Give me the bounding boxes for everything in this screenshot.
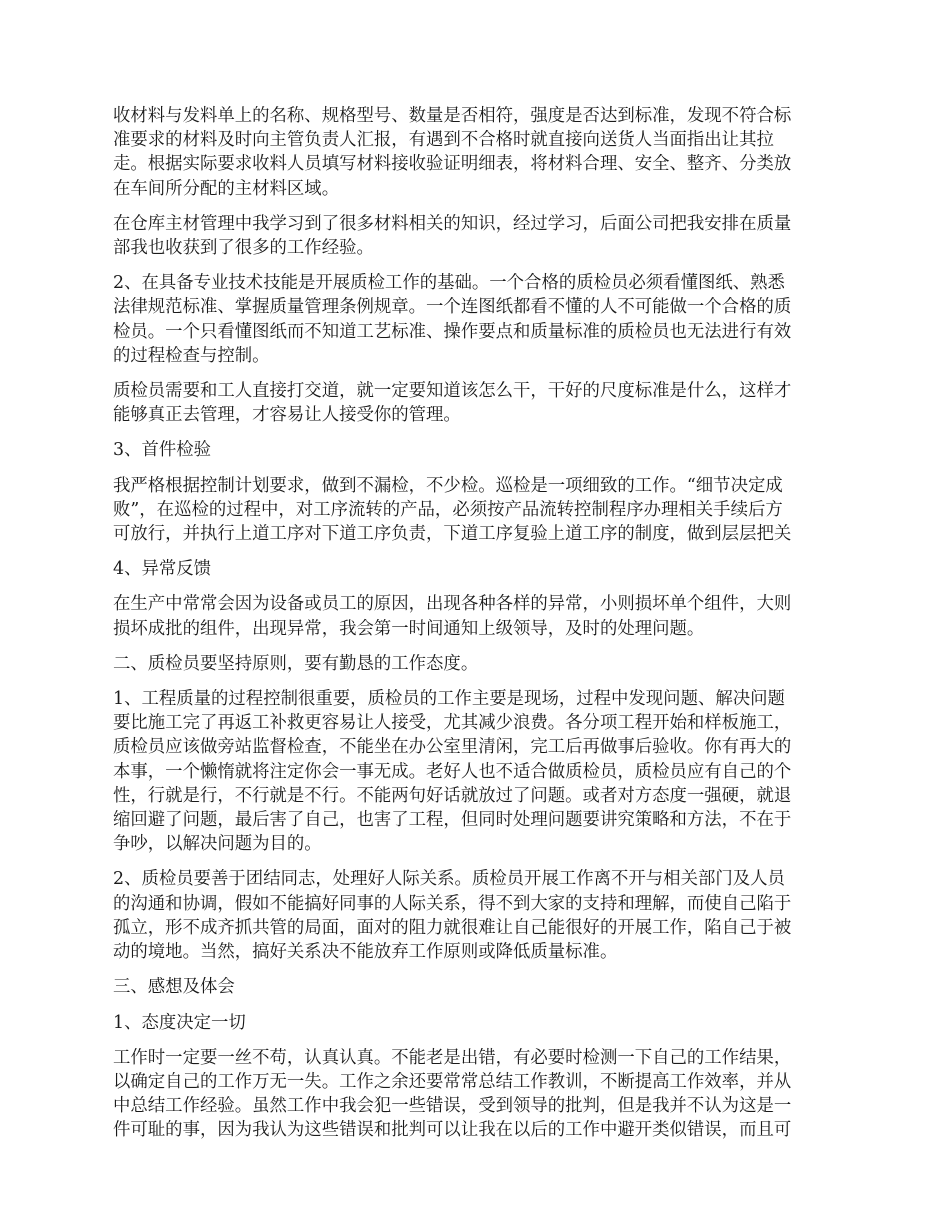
paragraph-technical-skills: 2、在具备专业技术技能是开展质检工作的基础。一个合格的质检员必须看懂图纸、熟悉 法律规范标准、掌握质量管理条例规章。一个连图纸都看不懂的人不可能做一个合格的质 检员。一个只看懂图纸而不知道工艺标准、操作要点和质量标准的质检员也无法进行有效 的过程检查与控制。: [113, 273, 792, 366]
paragraph-material-inspection: 收材料与发料单上的名称、规格型号、数量是否相符，强度是否达到标准，发现不符合标 准要求的材料及时向主管负责人汇报，有遇到不合格时就直接向送货人当面指出让其拉 走。根据实际要求收料人员填写材料接收验证明细表，将材料合理、安全、整齐、分类放 在车间所分配的主材料区域。: [113, 106, 792, 199]
heading-section-three: 三、感想及体会: [113, 977, 235, 998]
paragraph-warehouse-learning: 在仓库主材管理中我学习到了很多材料相关的知识，经过学习，后面公司把我安排在质量 部我也收获到了很多的工作经验。: [113, 213, 792, 259]
heading-exception-feedback: 4、异常反馈: [113, 559, 212, 580]
document-body: [113, 104, 840, 1154]
heading-first-article-inspection: 3、首件检验: [113, 440, 212, 461]
paragraph-process-control: 1、工程质量的过程控制很重要，质检员的工作主要是现场，过程中发现问题、解决问题 要比施工完了再返工补救更容易让人接受，尤其减少浪费。各分项工程开始和样板施工， 质检员应该做旁站监督检查，不能坐在办公室里清闲，完工后再做事后验收。你有再大的 本事，一个懒惰就将注定你会一事无成。老好人也不适合做质检员，质检员应有自己的个 性，行就是行，不行就是不行。不能两句好话就放过了问题。或者对方态度一强硬，就退 缩回避了问题，最后害了自己，也害了工程，但同时处理问题要讲究策略和方法，不在于 争吵，以解决问题为目的。: [113, 689, 792, 855]
paragraph-patrol-inspection: 我严格根据控制计划要求，做到不漏检，不少检。巡检是一项细致的工作。“细节决定成 败”，在巡检的过程中，对工序流转的产品，必须按产品流转控制程序办理相关手续后方 可放行，并执行上道工序对下道工序负责，下道工序复验上道工序的制度，做到层层把关: [113, 475, 792, 545]
paragraph-teamwork: 2、质检员要善于团结同志，处理好人际关系。质检员开展工作离不开与相关部门及人员 的沟通和协调，假如不能搞好同事的人际关系，得不到大家的支持和理解，而使自己陷于 孤立，形不成齐抓共管的局面，面对的阻力就很难让自己能很好的开展工作，陷自己于被 动的境地。当然，搞好关系决不能放弃工作原则或降低质量标准。: [113, 869, 792, 963]
paragraph-production-exceptions: 在生产中常常会因为设备或员工的原因，出现各种各样的异常，小则损坏单个组件，大则 损坏成批的组件，出现异常，我会第一时间通知上级领导，及时的处理问题。: [113, 594, 792, 639]
paragraph-work-attitude: 工作时一定要一丝不苟，认真认真。不能老是出错，有必要时检测一下自己的工作结果， 以确定自己的工作万无一失。工作之余还要常常总结工作教训，不断提高工作效率，并从 中总结工作经验。虽然工作中我会犯一些错误，受到领导的批判，但是我并不认为这是一 件可耻的事，因为我认为这些错误和批判可以让我在以后的工作中避开类似错误，而且可: [113, 1047, 792, 1141]
paragraph-worker-communication: 质检员需要和工人直接打交道，就一定要知道该怎么干，干好的尺度标准是什么，这样才 能够真正去管理，才容易让人接受你的管理。: [113, 381, 792, 426]
heading-attitude: 1、态度决定一切: [113, 1012, 246, 1033]
heading-section-two: 二、质检员要坚持原则，要有勤恳的工作态度。: [113, 653, 479, 674]
